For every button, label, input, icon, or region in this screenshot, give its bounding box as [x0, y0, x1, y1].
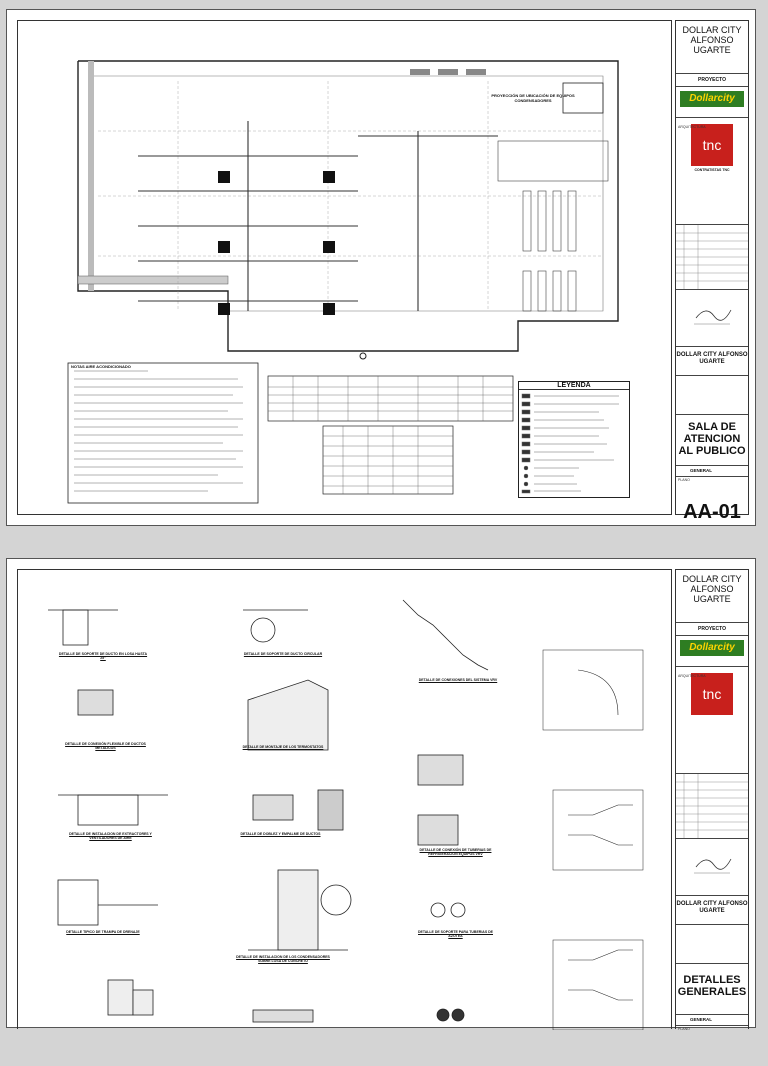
- tnc-logo: tnc: [691, 124, 733, 166]
- detail-caption: DETALLE DE SOPORTE PARA TUBERIAS DE AZOTEA: [418, 930, 493, 938]
- title-block: [675, 20, 749, 523]
- legend-box: [518, 381, 630, 498]
- general-cell: [676, 466, 748, 477]
- brand-cell: [676, 91, 748, 118]
- detail-caption: DETALLE DE CONEXIONES DEL SISTEMA VRV: [418, 678, 498, 682]
- sheet-title-cell: [676, 415, 748, 466]
- project-label-cell: [676, 623, 748, 636]
- project-cell: [676, 570, 748, 623]
- firm-name: CONTRATISTAS TNC: [694, 168, 730, 172]
- plano-label: PLANO: [678, 1027, 690, 1031]
- project-name: DOLLAR CITY ALFONSO UGARTE: [682, 574, 742, 604]
- detail-caption: DETALLE DE DOBLEZ Y EMPALME DE DUCTOS: [240, 832, 321, 836]
- signature-cell: [676, 839, 748, 896]
- detail-caption: DETALLE DE CONEXIÓN FLEXIBLE DE DUCTOS METALICOS: [65, 742, 146, 750]
- legend-rows: [519, 390, 629, 495]
- notes-title: NOTAS AIRE ACONDICIONADO: [71, 364, 131, 369]
- detail-caption: DETALLE DE INSTALACION DE EXTRACTORES Y VENTILADORES DE AIRE: [69, 832, 152, 840]
- tnc-logo: tnc: [691, 673, 733, 715]
- project-repeat-cell: [676, 347, 748, 376]
- details-drawing: [18, 570, 663, 1030]
- project-label: PROYECTO: [698, 77, 726, 83]
- project-cell: [676, 21, 748, 74]
- sheet-title-cell: [676, 964, 748, 1015]
- condenser-projection-note: PROYECCIÓN DE UBICACIÓN DE EQUIPOS CONDENSADORES: [491, 93, 575, 103]
- project-label-cell: [676, 74, 748, 87]
- architecture-cell: [676, 673, 748, 774]
- project-repeat: DOLLAR CITY ALFONSO UGARTE: [676, 901, 748, 914]
- detail-caption: DETALLE DE INSTALACION DE LOS CONDENSADORES SOBRE LOSA DE CONCRETO: [236, 955, 330, 963]
- drawing-sheet-aa01: [6, 9, 756, 526]
- detail-caption: DETALLE TIPICO DE TRAMPA DE DRENAJE: [66, 930, 140, 934]
- title-block: [675, 569, 749, 1029]
- signature-mark: [676, 290, 748, 346]
- revisions-table: [676, 774, 748, 839]
- revisions-table: [676, 225, 748, 290]
- detail-caption: DETALLE DE SOPORTE DE DUCTO CIRCULAR: [243, 652, 323, 656]
- general-label: GENERAL: [690, 1017, 713, 1022]
- project-label: PROYECTO: [698, 626, 726, 632]
- revisions-grid: [676, 774, 748, 838]
- general-label: GENERAL: [690, 468, 713, 473]
- floor-plan-frame: [17, 20, 672, 515]
- details-frame: [17, 569, 672, 1029]
- legend-title: LEYENDA: [519, 382, 629, 390]
- detail-caption: DETALLE DE SOPORTE DE DUCTO EN LOSA HASTA 25": [58, 652, 148, 660]
- dollarcity-logo: Dollarcity: [680, 640, 744, 656]
- general-cell: [676, 1015, 748, 1026]
- sheet-title: DETALLES GENERALES: [677, 974, 747, 998]
- detail-caption: DETALLE DE CONEXIÓN DE TUBERIAS DE REFRIGERACION EQUIPOS VRV: [419, 848, 492, 856]
- dollarcity-logo: Dollarcity: [680, 91, 744, 107]
- sheet-number-cell: [676, 1026, 748, 1066]
- meta-cell: [676, 376, 748, 415]
- architecture-cell: [676, 124, 748, 225]
- architecture-label: ARQUITECTURA: [678, 674, 706, 678]
- signature-cell: [676, 290, 748, 347]
- brand-cell: [676, 640, 748, 667]
- project-repeat: DOLLAR CITY ALFONSO UGARTE: [676, 352, 748, 365]
- signature-mark: [676, 839, 748, 895]
- sheet-title: SALA DE ATENCION AL PUBLICO: [678, 421, 746, 457]
- sheet-number-cell: [676, 477, 748, 537]
- project-name: DOLLAR CITY ALFONSO UGARTE: [682, 25, 742, 55]
- revisions-grid: [676, 225, 748, 289]
- project-repeat-cell: [676, 896, 748, 925]
- architecture-label: ARQUITECTURA: [678, 125, 706, 129]
- meta-cell: [676, 925, 748, 964]
- sheet-number: AA-01: [683, 501, 741, 523]
- plano-label: PLANO: [678, 478, 690, 482]
- drawing-sheet-details: [6, 558, 756, 1031]
- detail-caption: DETALLE DE MONTAJE DE LOS TERMOSTATOS: [242, 745, 324, 749]
